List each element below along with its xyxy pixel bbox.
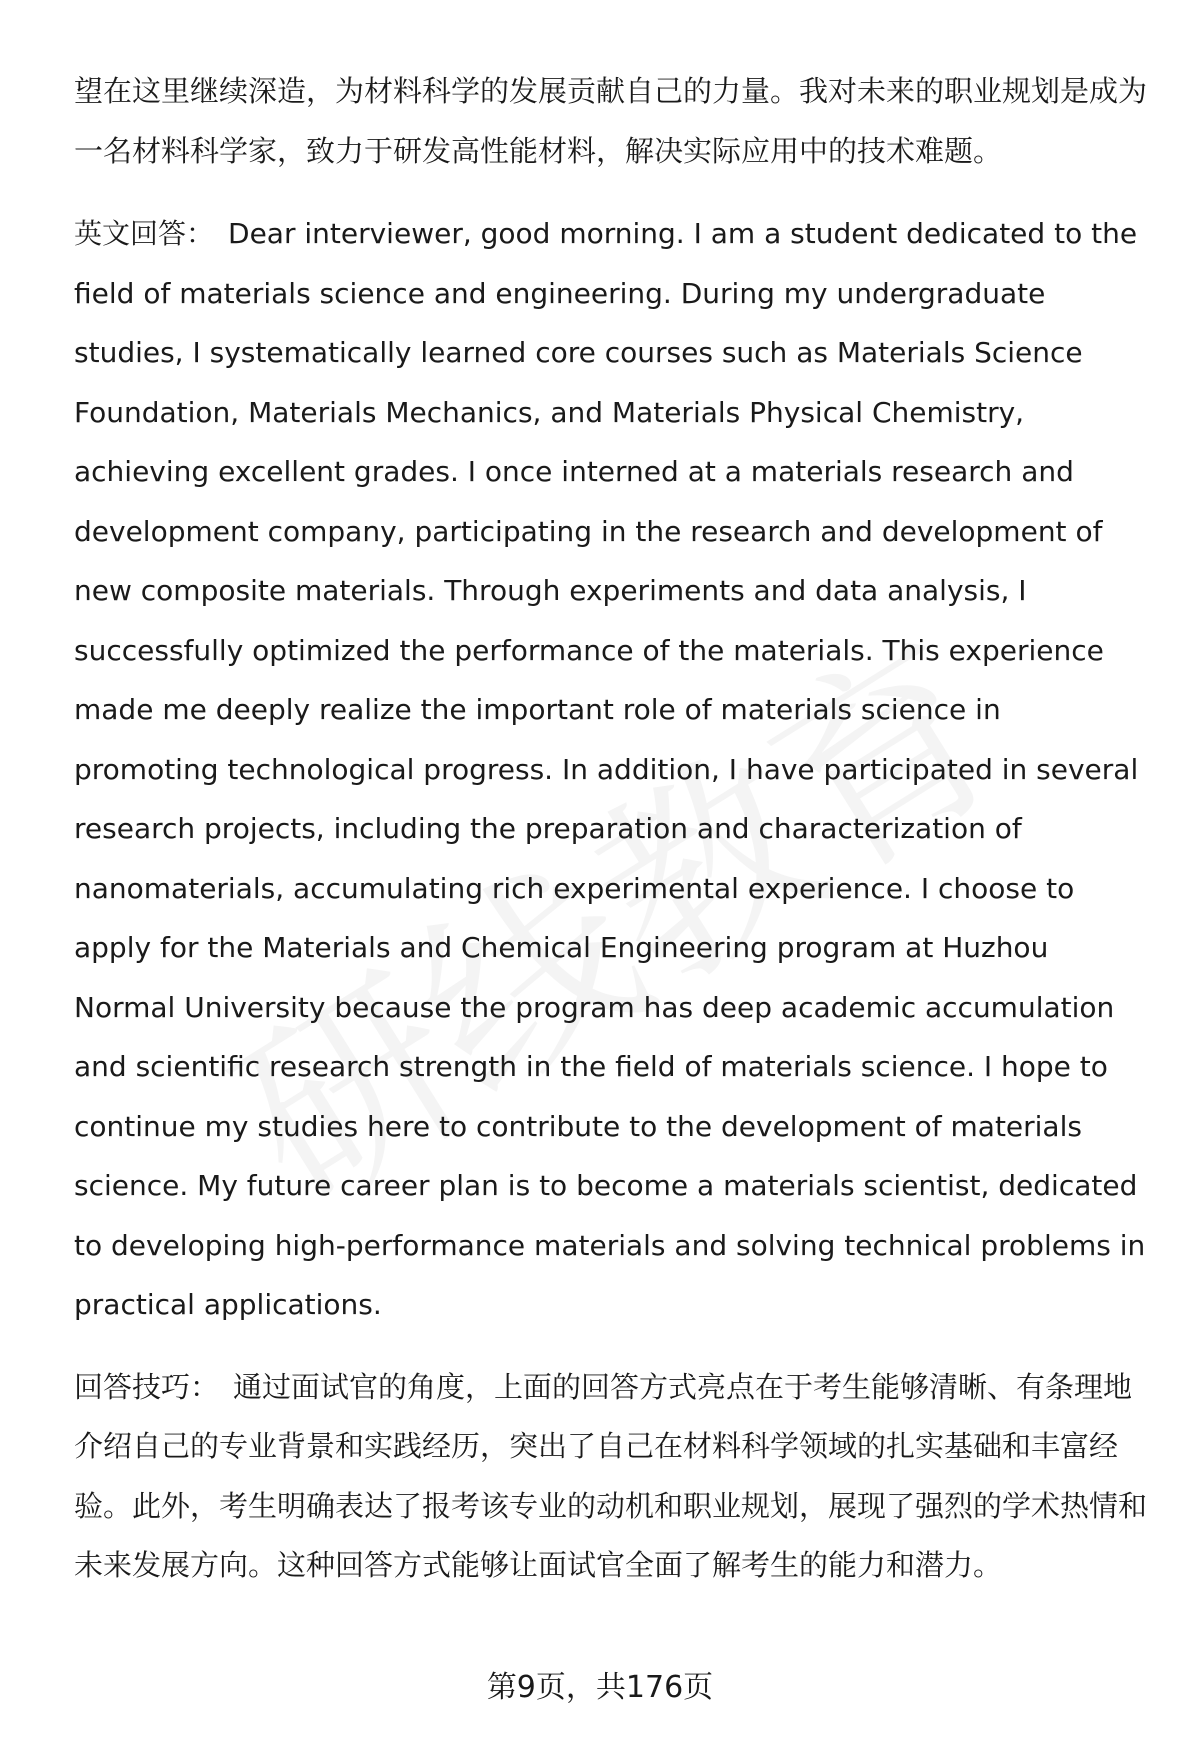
answer-tips-paragraph xyxy=(74,1358,1154,1596)
document-body xyxy=(74,62,1154,1619)
english-answer-text: Dear interviewer, good morning. I am a student dedicated to the field of materials science and engineering. During my undergraduate studies, I systematically learned core courses such as Materials Science Foundation, Materials Mechanics, and Materials Physical Chemistry, achieving excellent grades. I once interned at a materials research and development company, participating in the research and development of new composite materials. Through experiments and data analysis, I successfully optimized the performance of the materials. This experience made me deeply realize the important role of materials science in promoting technological progress. In addition, I have participated in several research projects, including the preparation and characterization of nanomaterials, accumulating rich experimental experience. I choose to apply for the Materials and Chemical Engineering program at Huzhou Normal University because the program has deep academic accumulation and scientific research strength in the field of materials science. I hope to continue my studies here to contribute to the development of materials science. My future career plan is to become a materials scientist, dedicated to developing high-performance materials and solving technical problems in practical applications. xyxy=(74,217,1146,1321)
continuation-paragraph: 望在这里继续深造，为材料科学的发展贡献自己的力量。我对未来的职业规划是成为一名材料科学家，致力于研发高性能材料，解决实际应用中的技术难题。 xyxy=(74,74,1148,168)
english-answer-label: 英文回答： xyxy=(74,217,215,250)
answer-tips-text: 通过面试官的角度，上面的回答方式亮点在于考生能够清晰、有条理地介绍自己的专业背景和实践经历，突出了自己在材料科学领域的扎实基础和丰富经验。此外，考生明确表达了报考该专业的动机和职业规划，展现了强烈的学术热情和未来发展方向。这种回答方式能够让面试官全面了解考生的能力和潜力。 xyxy=(74,1369,1148,1582)
page-number: 第9页，共176页 xyxy=(486,1670,714,1705)
answer-tips-label: 回答技巧： xyxy=(74,1369,220,1404)
english-answer-paragraph xyxy=(74,204,1154,1335)
